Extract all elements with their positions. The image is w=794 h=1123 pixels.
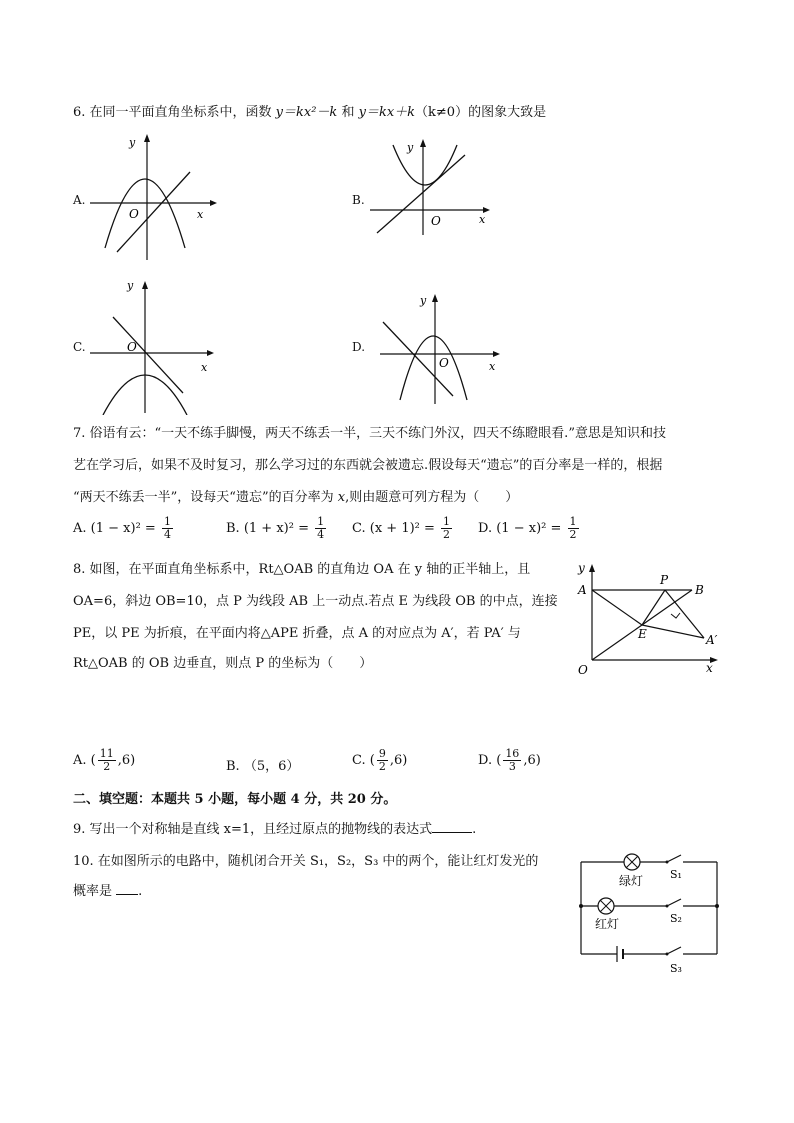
fraction: $\frac{9}{2}$ <box>378 747 386 773</box>
q6c-origin: O <box>127 340 137 354</box>
q8-fig-point-b: B <box>695 583 704 597</box>
q8-fig-point-a-prime: A′ <box>706 633 718 647</box>
fraction: $\frac{1}{2}$ <box>443 515 451 541</box>
fraction: $\frac{16}{3}$ <box>505 747 520 773</box>
q8-fig-point-a: A <box>578 583 587 597</box>
q6-stem: 6. 在同一平面直角坐标系中，函数 y＝kx²－k 和 y＝kx＋k（k≠0）的图象大致是 <box>73 105 547 120</box>
q6b-origin: O <box>431 214 441 228</box>
q6-graph-c <box>85 275 220 415</box>
q6a-x-label: x <box>197 208 204 221</box>
q8-option-a[interactable]: A. ( $\frac{11}{2}$ ,6) <box>73 747 136 773</box>
fraction: $\frac{1}{4}$ <box>163 515 171 541</box>
q7-line-2: 艺在学习后，如果不及时复习，那么学习过的东西就会被遗忘.假设每天“遗忘”的百分率是一样的，根据 <box>73 458 663 473</box>
q6-option-a-label: A. <box>73 193 86 207</box>
q8-fig-y-label: y <box>578 561 585 575</box>
q9-answer-blank[interactable] <box>432 820 472 833</box>
q6c-y-label: y <box>127 279 134 292</box>
q7-option-b[interactable]: B. (1 + x)² = $\frac{1}{4}$ <box>226 515 325 541</box>
switch-s1-icon <box>667 855 681 862</box>
q7-option-d[interactable]: D. (1 − x)² = $\frac{1}{2}$ <box>478 515 577 541</box>
q8-line-4: Rt△OAB 的 OB 边垂直，则点 P 的坐标为（ ） <box>73 656 373 671</box>
green-lamp-label: 绿灯 <box>619 874 644 888</box>
q6-option-b-label: B. <box>352 193 365 207</box>
q6-option-d-label: D. <box>352 340 366 354</box>
switch-s2-icon <box>667 899 681 906</box>
q8-option-b[interactable]: B. （5，6） <box>226 759 300 774</box>
q6-graph-b <box>365 135 495 235</box>
q8-line-2: OA=6，斜边 OB=10，点 P 为线段 AB 上一动点.若点 E 为线段 OB 的中点，连接 <box>73 594 558 609</box>
q8-fig-point-p: P <box>660 573 669 587</box>
q8-line-1: 8. 如图，在平面直角坐标系中，Rt△OAB 的直角边 OA 在 y 轴的正半轴上，且 <box>73 562 531 577</box>
q6-option-c-label: C. <box>73 340 86 354</box>
q7-line-1: 7. 俗语有云：“一天不练手脚慢，两天不练丢一半，三天不练门外汉，四天不练瞪眼看.”意思是知识和技 <box>73 426 666 441</box>
q6b-x-label: x <box>479 213 486 226</box>
q6-graph-d <box>375 292 505 407</box>
q6d-origin: O <box>439 356 449 370</box>
section-2-heading: 二、填空题：本题共 5 小题，每小题 4 分，共 20 分。 <box>73 792 397 807</box>
fraction: $\frac{1}{4}$ <box>317 515 325 541</box>
q10-circuit <box>575 848 725 978</box>
q6d-y-label: y <box>420 294 427 307</box>
switch-s1-label: S₁ <box>670 868 682 881</box>
q9-stem: 9. 写出一个对称轴是直线 x=1，且经过原点的抛物线的表达式 . <box>73 822 477 837</box>
q10-line-1: 10. 在如图所示的电路中，随机闭合开关 S₁，S₂，S₃ 中的两个，能让红灯发光的 <box>73 854 539 869</box>
q7-option-c[interactable]: C. (x + 1)² = $\frac{1}{2}$ <box>352 515 451 541</box>
fraction: $\frac{1}{2}$ <box>569 515 577 541</box>
q6-graph-a <box>85 130 220 265</box>
q6a-origin: O <box>129 207 139 221</box>
q10-line-2: 概率是 . <box>73 884 143 899</box>
q6b-y-label: y <box>407 141 414 154</box>
q6d-x-label: x <box>489 360 496 373</box>
q8-option-c[interactable]: C. ( $\frac{9}{2}$ ,6) <box>352 747 408 773</box>
q8-fig-origin: O <box>578 663 588 677</box>
q8-fig-x-label: x <box>706 661 713 675</box>
q7-line-3: “两天不练丢一半”，设每天“遗忘”的百分率为 x,则由题意可列方程为（ ） <box>73 490 519 505</box>
fraction: $\frac{11}{2}$ <box>99 747 114 773</box>
q8-figure <box>572 560 722 680</box>
red-lamp-label: 红灯 <box>595 917 620 931</box>
switch-s3-icon <box>667 947 681 954</box>
q8-fig-point-e: E <box>638 627 647 641</box>
q6a-y-label: y <box>129 136 136 149</box>
q8-line-3: PE，以 PE 为折痕，在平面内将△APE 折叠，点 A 的对应点为 A′，若 PA′ 与 <box>73 626 521 641</box>
q8-option-d[interactable]: D. ( $\frac{16}{3}$ ,6) <box>478 747 541 773</box>
q6c-x-label: x <box>201 361 208 374</box>
switch-s2-label: S₂ <box>670 912 682 925</box>
q7-option-a[interactable]: A. (1 − x)² = $\frac{1}{4}$ <box>73 515 171 541</box>
q10-answer-blank[interactable] <box>116 882 138 895</box>
switch-s3-label: S₃ <box>670 962 682 975</box>
